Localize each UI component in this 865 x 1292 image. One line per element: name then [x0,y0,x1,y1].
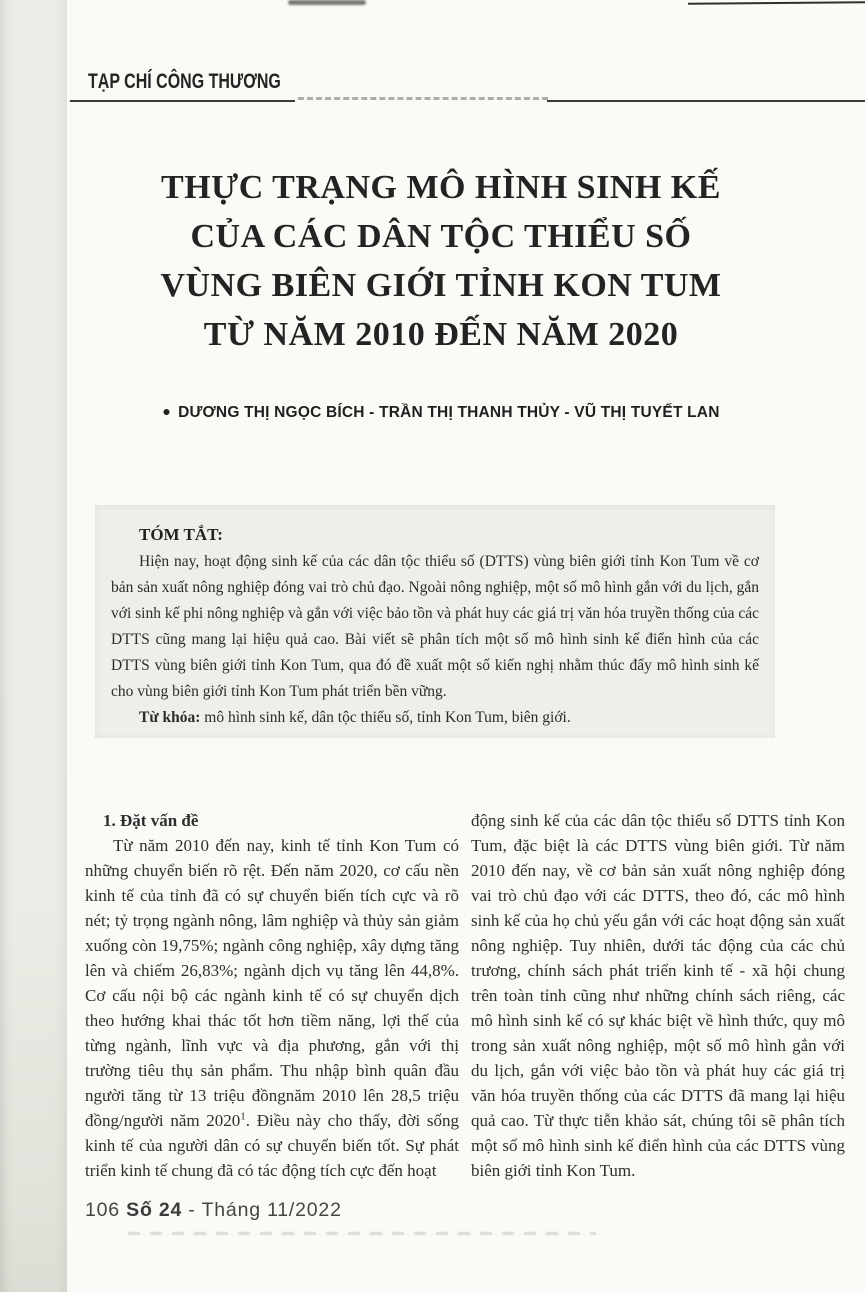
article-title-line-2: CỦA CÁC DÂN TỘC THIỂU SỐ [190,218,692,255]
keywords-label: Từ khóa: [139,709,201,726]
scan-artifact-bleedthrough [128,1232,596,1235]
issue-date: - Tháng 11/2022 [188,1199,342,1221]
authors-line [85,404,797,422]
author-names: DƯƠNG THỊ NGỌC BÍCH - TRẦN THỊ THANH THỦY - VŨ THỊ TUYẾT LAN [178,404,720,421]
left-column-text-continued: . Điều này cho thấy, đời sống kinh tế của người dân có sự chuyển biến tốt. Sự phát triển kinh tế chung đã có tác động tích cực đến hoạt [85,1111,459,1180]
article-title-line-4: TỪ NĂM 2010 ĐẾN NĂM 2020 [203,316,679,353]
page-number: 106 [85,1199,120,1221]
author-bullet-icon: ● [162,403,172,419]
page-footer [85,1199,342,1222]
keywords-text: mô hình sinh kế, dân tộc thiểu số, tỉnh Kon Tum, biên giới. [200,709,571,726]
left-column [85,808,459,1183]
article-title-line-3: VÙNG BIÊN GIỚI TỈNH KON TUM [160,267,722,304]
abstract-keywords [111,705,759,731]
scan-artifact-top-right-line [688,1,865,5]
abstract-body: Hiện nay, hoạt động sinh kế của các dân tộc thiểu số (DTTS) vùng biên giới tỉnh Kon Tum về cơ bản sản xuất nông nghiệp đóng vai trò chủ đạo. Ngoài nông nghiệp, một số mô hình gắn với du lịch, gắn với sinh kế phi nông nghiệp và gắn với việc bảo tồn và phát huy các giá trị văn hóa truyền thống của các DTTS cũng mang lại hiệu quả cao. Bài viết sẽ phân tích một số mô hình sinh kế điển hình của các DTTS vùng biên giới tỉnh Kon Tum, qua đó đề xuất một số kiến nghị nhằm thúc đẩy mô hình sinh kế cho vùng biên giới tỉnh Kon Tum phát triển bền vững. [111,553,759,700]
footnote-marker: 1 [240,1110,246,1123]
issue-number: Số 24 [126,1199,183,1221]
abstract-heading: TÓM TẮT: [139,525,223,544]
left-column-text: Từ năm 2010 đến nay, kinh tế tỉnh Kon Tum có những chuyển biến rõ rệt. Đến năm 2020, cơ cấu nền kinh tế của tỉnh đã có sự chuyển biến tích cực và rõ nét; tỷ trọng ngành nông, lâm nghiệp và thủy sản giảm xuống còn 19,75%; ngành công nghiệp, xây dựng tăng lên và chiếm 26,83%; ngành dịch vụ tăng lên 44,8%. Cơ cấu nội bộ các ngành kinh tế có sự chuyển dịch theo hướng khai thác tốt hơn tiềm năng, lợi thế của từng ngành, lĩnh vực và địa phương, gắn với thị trường tiêu thụ sản phẩm. Thu nhập bình quân đầu người tăng từ 13 triệu đồngnăm 2010 lên 28,5 triệu đồng/người năm 2020 [85,836,459,1130]
header-rule-dashed-artifact [298,97,548,100]
right-column-paragraph: động sinh kế của các dân tộc thiểu số DTTS tỉnh Kon Tum, đặc biệt là các DTTS vùng biên giới. Từ năm 2010 đến nay, về cơ bản sản xuất nông nghiệp đóng vai trò chủ đạo với các DTTS, theo đó, các mô hình sinh kế của họ chủ yếu gắn với các hoạt động sản xuất nông nghiệp. Tuy nhiên, dưới tác động của các chủ trương, chính sách phát triển kinh tế - xã hội chung trên toàn tỉnh cũng như những chính sách riêng, các mô hình sinh kế có sự khác biệt về hình thức, quy mô trong sản xuất nông nghiệp, một số mô hình gắn với du lịch, gắn với việc bảo tồn và phát huy các giá trị văn hóa truyền thống của các DTTS đã mang lại hiệu quả cao. Từ thực tiễn khảo sát, chúng tôi sẽ phân tích một số mô hình sinh kế điển hình của các DTTS vùng biên giới tỉnh Kon Tum. [471,811,845,1180]
section-1-heading: 1. Đặt vấn đề [103,811,199,830]
journal-name: TẠP CHÍ CÔNG THƯƠNG [88,70,281,94]
scanned-page-edge-strip [0,0,67,1292]
article-body [85,808,845,1183]
right-column [471,808,845,1183]
article-title [85,163,797,359]
left-column-paragraph [85,833,459,1183]
abstract-box [95,505,775,738]
article-title-line-1: THỰC TRẠNG MÔ HÌNH SINH KẾ [161,169,721,206]
scan-artifact-top-smudge [288,0,366,5]
